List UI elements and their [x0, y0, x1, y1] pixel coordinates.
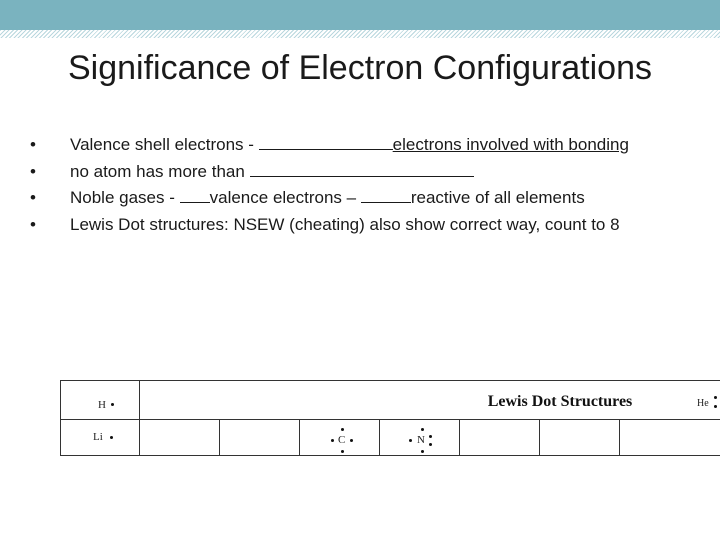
header-band — [0, 0, 720, 30]
lewis-dot — [429, 443, 432, 446]
bullet-item-noble-gases — [30, 185, 629, 212]
lewis-dot — [714, 405, 717, 408]
lewis-dot — [421, 450, 424, 453]
bullet-glyph: • — [30, 135, 36, 154]
fill-blank — [250, 162, 474, 177]
bullet-glyph: • — [30, 188, 36, 207]
bullet-list — [30, 132, 629, 238]
lewis-dot — [350, 439, 353, 442]
bullet-text: no atom has more than — [70, 161, 250, 181]
element-li: Li — [93, 431, 103, 443]
bullet-text: Valence shell electrons - — [70, 135, 259, 154]
lewis-dot — [341, 450, 344, 453]
lewis-dot-table — [60, 380, 720, 456]
lewis-dot — [341, 428, 344, 431]
lewis-dot — [429, 435, 432, 438]
bullet-text: valence electrons – — [209, 188, 361, 207]
fill-blank — [180, 188, 210, 203]
element-he: He — [697, 398, 709, 409]
bullet-text-underlined: electrons involved with bonding — [392, 135, 629, 154]
element-n: N — [417, 434, 425, 446]
table-header-cell — [139, 380, 720, 420]
bullet-glyph: • — [30, 214, 36, 234]
bullet-text: reactive of all elements — [410, 188, 585, 207]
lewis-dot — [331, 439, 334, 442]
table-title: Lewis Dot Structures — [487, 393, 633, 410]
slide-title: Significance of Electron Configurations — [68, 49, 652, 87]
element-c: C — [338, 434, 346, 446]
table-cell-h — [60, 380, 140, 420]
fill-blank — [361, 188, 411, 203]
bullet-text: Noble gases - — [70, 188, 180, 207]
table-cell-empty — [619, 419, 720, 456]
bullet-item-valence — [30, 132, 629, 159]
bullet-item-max-electrons — [30, 159, 629, 186]
table-cell-empty — [539, 419, 620, 456]
table-cell-empty — [139, 419, 220, 456]
fill-blank — [259, 135, 393, 150]
element-h: H — [98, 399, 106, 411]
lewis-dot — [421, 428, 424, 431]
lewis-dot — [110, 436, 113, 439]
header-hatch-stripe — [0, 30, 720, 38]
lewis-dot — [111, 403, 114, 406]
table-cell-li — [60, 419, 140, 456]
lewis-dot — [409, 439, 412, 442]
bullet-text: Lewis Dot structures: NSEW (cheating) also show correct way, count to 8 — [70, 214, 620, 234]
table-cell-empty — [459, 419, 540, 456]
table-cell-c — [299, 419, 380, 456]
table-cell-n — [379, 419, 460, 456]
lewis-dot — [714, 396, 717, 399]
table-cell-empty — [219, 419, 300, 456]
bullet-glyph: • — [30, 161, 36, 181]
bullet-item-lewis-dot — [30, 212, 629, 239]
